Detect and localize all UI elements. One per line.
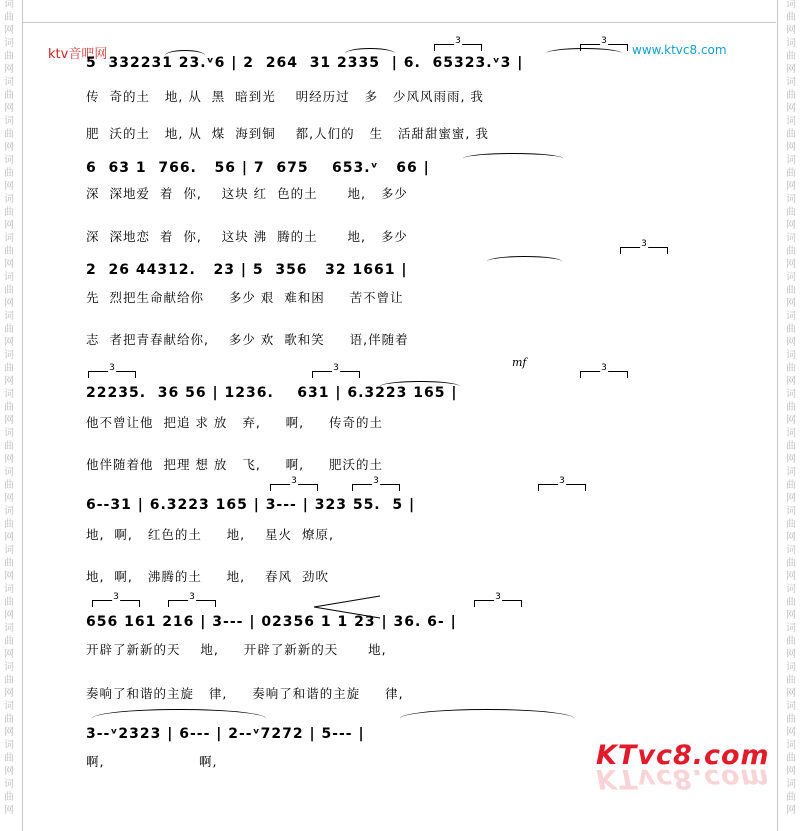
side-watermark-glyph: 网	[4, 259, 14, 270]
side-watermark-glyph: 网	[786, 610, 796, 621]
dynamic-marking: mf	[512, 356, 527, 369]
side-watermark-glyph: 词	[4, 467, 14, 478]
triplet-bracket: 3	[270, 484, 318, 491]
score-notes-row-6: 656 161 216 | 3--- | 02356 1 1 23 | 36. 6- |	[86, 614, 457, 630]
side-watermark-glyph: 词	[4, 194, 14, 205]
side-watermark-glyph: 网	[786, 493, 796, 504]
side-watermark-glyph: 网	[4, 142, 14, 153]
side-watermark-glyph: 词	[4, 77, 14, 88]
side-watermark-glyph: 曲	[4, 519, 14, 530]
side-watermark-glyph: 曲	[786, 129, 796, 140]
side-watermark-glyph: 网	[4, 649, 14, 660]
side-watermark-glyph: 曲	[786, 168, 796, 179]
crescendo-hairpin	[312, 594, 382, 620]
side-watermark-glyph: 词	[4, 233, 14, 244]
side-watermark-glyph: 曲	[786, 207, 796, 218]
side-watermark-glyph: 曲	[4, 285, 14, 296]
side-watermark-glyph: 曲	[786, 246, 796, 257]
side-watermark-glyph: 网	[4, 415, 14, 426]
side-watermark-glyph: 词	[786, 584, 796, 595]
side-watermark-glyph: 词	[4, 116, 14, 127]
triplet-bracket: 3	[352, 484, 400, 491]
side-watermark-glyph: 网	[4, 376, 14, 387]
side-watermark-glyph: 曲	[4, 714, 14, 725]
side-watermark-glyph: 曲	[786, 402, 796, 413]
side-watermark-glyph: 网	[786, 688, 796, 699]
side-watermark-glyph: 网	[786, 259, 796, 270]
side-watermark-glyph: 网	[4, 298, 14, 309]
side-watermark-glyph: 曲	[4, 753, 14, 764]
side-watermark-glyph: 曲	[4, 246, 14, 257]
triplet-bracket: 3	[88, 371, 136, 378]
triplet-bracket: 3	[620, 247, 668, 254]
score-lyrics-row-1-verse-1: 传 奇的土 地, 从 黑 暗到光 明经历过 多 少风风雨雨, 我	[86, 89, 484, 104]
side-watermark-glyph: 词	[786, 0, 796, 10]
side-watermark-glyph: 词	[4, 623, 14, 634]
side-watermark-glyph: 网	[4, 766, 14, 777]
side-watermark-glyph: 曲	[4, 363, 14, 374]
slur	[487, 256, 562, 267]
side-watermark-glyph: 词	[4, 428, 14, 439]
side-watermark-glyph: 词	[786, 545, 796, 556]
score-lyrics-row-2-verse-2: 深 深地恋 着 你, 这块 沸 腾的土 地, 多少	[86, 229, 408, 244]
side-watermark-glyph: 词	[786, 233, 796, 244]
side-watermark-glyph: 词	[4, 740, 14, 751]
side-watermark-glyph: 网	[4, 337, 14, 348]
side-watermark-glyph: 网	[4, 727, 14, 738]
triplet-bracket: 3	[474, 600, 522, 607]
score-lyrics-row-2-verse-1: 深 深地爱 着 你, 这块 红 色的土 地, 多少	[86, 186, 408, 201]
triplet-bracket: 3	[434, 44, 482, 51]
score-lyrics-row-5-verse-1: 地, 啊, 红色的土 地, 星火 燎原,	[86, 527, 334, 542]
side-watermark-glyph: 词	[4, 506, 14, 517]
side-watermark-glyph: 网	[786, 103, 796, 114]
side-watermark-glyph: 曲	[786, 12, 796, 23]
slur	[546, 48, 622, 59]
score-lyrics-row-4-verse-1: 他不曾让他 把追 求 放 弃, 啊, 传奇的土	[86, 415, 383, 430]
side-watermark-glyph: 网	[4, 25, 14, 36]
side-watermark-glyph: 词	[786, 311, 796, 322]
side-watermark-glyph: 词	[4, 662, 14, 673]
score-lyrics-row-4-verse-2: 他伴随着他 把理 想 放 飞, 啊, 肥沃的土	[86, 457, 383, 472]
side-watermark-glyph: 词	[786, 623, 796, 634]
site-watermark-top-left: ktv音吧网	[48, 47, 108, 62]
slur	[463, 153, 563, 164]
score-lyrics-row-6-verse-2: 奏响了和谐的主旋 律, 奏响了和谐的主旋 律,	[86, 686, 404, 701]
side-watermark-glyph: 曲	[786, 480, 796, 491]
side-watermark-glyph: 词	[786, 662, 796, 673]
side-watermark-glyph: 词	[786, 467, 796, 478]
side-watermark-glyph: 词	[786, 350, 796, 361]
score-lyrics-row-6-verse-1: 开辟了新新的天 地, 开辟了新新的天 地,	[86, 642, 387, 657]
side-watermark-glyph: 词	[786, 740, 796, 751]
side-watermark-glyph: 曲	[786, 441, 796, 452]
side-watermark-glyph: 曲	[786, 285, 796, 296]
side-watermark-glyph: 词	[4, 545, 14, 556]
side-watermark-glyph: 曲	[786, 753, 796, 764]
side-watermark-glyph: 词	[4, 701, 14, 712]
side-watermark-glyph: 网	[786, 415, 796, 426]
slur	[165, 50, 205, 61]
score-lyrics-row-3-verse-2: 志 者把青春献给你, 多少 欢 歌和笑 语,伴随着	[86, 332, 409, 347]
score-lyrics-row-1-verse-2: 肥 沃的土 地, 从 煤 海到铜 都,人们的 生 活甜甜蜜蜜, 我	[86, 126, 489, 141]
top-rule	[22, 22, 776, 23]
triplet-bracket: 3	[92, 600, 140, 607]
site-logo-bottom-right: KTvc8.com KTvc8.com	[596, 740, 770, 794]
side-watermark-glyph: 网	[4, 805, 14, 816]
score-notes-row-5: 6--31 | 6.3223 165 | 3--- | 323 55. 5 |	[86, 497, 416, 513]
side-watermark-glyph: 曲	[4, 792, 14, 803]
site-watermark-top-right: www.ktvc8.com	[632, 43, 727, 57]
side-watermark-glyph: 网	[786, 766, 796, 777]
triplet-bracket: 3	[538, 484, 586, 491]
side-watermark-glyph: 曲	[4, 168, 14, 179]
side-watermark-glyph: 网	[4, 103, 14, 114]
side-watermark-glyph: 词	[786, 701, 796, 712]
side-watermark-glyph: 词	[786, 428, 796, 439]
right-watermark-strip	[782, 0, 800, 831]
side-watermark-glyph: 网	[4, 181, 14, 192]
score-notes-row-7: 3--ᵛ2323 | 6--- | 2--ᵛ7272 | 5--- |	[86, 726, 365, 742]
side-watermark-glyph: 曲	[786, 90, 796, 101]
side-watermark-glyph: 词	[786, 194, 796, 205]
side-watermark-glyph: 网	[4, 493, 14, 504]
side-watermark-glyph: 网	[786, 25, 796, 36]
side-watermark-glyph: 词	[4, 584, 14, 595]
side-watermark-glyph: 网	[786, 571, 796, 582]
side-watermark-glyph: 词	[786, 779, 796, 790]
side-watermark-glyph: 曲	[4, 597, 14, 608]
side-watermark-glyph: 词	[786, 77, 796, 88]
side-watermark-glyph: 曲	[786, 324, 796, 335]
side-watermark-glyph: 词	[4, 0, 14, 10]
score-lyrics-row-7-verse-1: 啊, 啊,	[86, 754, 218, 769]
side-watermark-glyph: 曲	[4, 207, 14, 218]
side-watermark-glyph: 网	[786, 298, 796, 309]
side-watermark-glyph: 词	[786, 389, 796, 400]
side-watermark-glyph: 曲	[786, 51, 796, 62]
side-watermark-glyph: 网	[786, 181, 796, 192]
side-watermark-glyph: 曲	[786, 675, 796, 686]
triplet-bracket: 3	[580, 44, 628, 51]
side-watermark-glyph: 网	[786, 805, 796, 816]
side-watermark-glyph: 网	[786, 337, 796, 348]
side-watermark-glyph: 词	[786, 116, 796, 127]
side-watermark-glyph: 网	[4, 688, 14, 699]
side-watermark-glyph: 网	[786, 64, 796, 75]
side-watermark-glyph: 网	[786, 454, 796, 465]
side-watermark-glyph: 词	[4, 389, 14, 400]
side-watermark-glyph: 曲	[786, 558, 796, 569]
side-watermark-glyph: 网	[4, 532, 14, 543]
side-watermark-glyph: 网	[4, 571, 14, 582]
side-watermark-glyph: 曲	[4, 90, 14, 101]
side-watermark-glyph: 词	[4, 779, 14, 790]
score-notes-row-2: 6 63 1 766. 56 | 7 675 653.ᵛ 66 |	[86, 160, 430, 176]
side-watermark-glyph: 曲	[4, 675, 14, 686]
slur	[92, 709, 266, 728]
side-watermark-glyph: 网	[786, 727, 796, 738]
side-watermark-glyph: 曲	[4, 558, 14, 569]
side-watermark-glyph: 词	[4, 38, 14, 49]
score-notes-row-4: 22235. 36 56 | 1236. 631 | 6.3223 165 |	[86, 385, 458, 401]
score-notes-row-3: 2 26 44312. 23 | 5 356 32 1661 |	[86, 262, 408, 278]
slur	[400, 709, 574, 728]
side-watermark-glyph: 词	[786, 506, 796, 517]
side-watermark-glyph: 曲	[786, 597, 796, 608]
score-lyrics-row-5-verse-2: 地, 啊, 沸腾的土 地, 春风 劲吹	[86, 569, 329, 584]
side-watermark-glyph: 曲	[4, 480, 14, 491]
side-watermark-glyph: 网	[4, 610, 14, 621]
side-watermark-glyph: 网	[4, 220, 14, 231]
side-watermark-glyph: 曲	[4, 441, 14, 452]
side-watermark-glyph: 曲	[4, 636, 14, 647]
side-watermark-glyph: 词	[786, 155, 796, 166]
side-watermark-glyph: 网	[786, 649, 796, 660]
slur	[345, 48, 395, 59]
side-watermark-glyph: 词	[4, 272, 14, 283]
side-watermark-glyph: 曲	[4, 51, 14, 62]
side-watermark-glyph: 曲	[786, 714, 796, 725]
side-watermark-glyph: 曲	[786, 519, 796, 530]
side-watermark-glyph: 曲	[4, 129, 14, 140]
triplet-bracket: 3	[312, 371, 360, 378]
side-watermark-glyph: 曲	[786, 636, 796, 647]
side-watermark-glyph: 词	[4, 311, 14, 322]
left-watermark-strip	[0, 0, 18, 831]
slur	[380, 381, 460, 392]
triplet-bracket: 3	[168, 600, 216, 607]
side-watermark-glyph: 网	[786, 142, 796, 153]
triplet-bracket: 3	[580, 371, 628, 378]
score-notes-row-1: 5 332231 23.ᵛ6 | 2 264 31 2335 | 6. 65323.ᵛ3 |	[86, 55, 524, 71]
side-watermark-glyph: 网	[4, 454, 14, 465]
side-watermark-glyph: 曲	[4, 402, 14, 413]
side-watermark-glyph: 词	[786, 272, 796, 283]
side-watermark-glyph: 曲	[4, 324, 14, 335]
side-watermark-glyph: 词	[4, 350, 14, 361]
side-watermark-glyph: 词	[786, 38, 796, 49]
side-watermark-glyph: 曲	[4, 12, 14, 23]
side-watermark-glyph: 网	[786, 532, 796, 543]
side-watermark-glyph: 曲	[786, 792, 796, 803]
side-watermark-glyph: 词	[4, 155, 14, 166]
side-watermark-glyph: 曲	[786, 363, 796, 374]
score-lyrics-row-3-verse-1: 先 烈把生命献给你 多少 艰 难和困 苦不曾让	[86, 290, 404, 305]
side-watermark-glyph: 网	[786, 220, 796, 231]
side-watermark-glyph: 网	[786, 376, 796, 387]
side-watermark-glyph: 网	[4, 64, 14, 75]
